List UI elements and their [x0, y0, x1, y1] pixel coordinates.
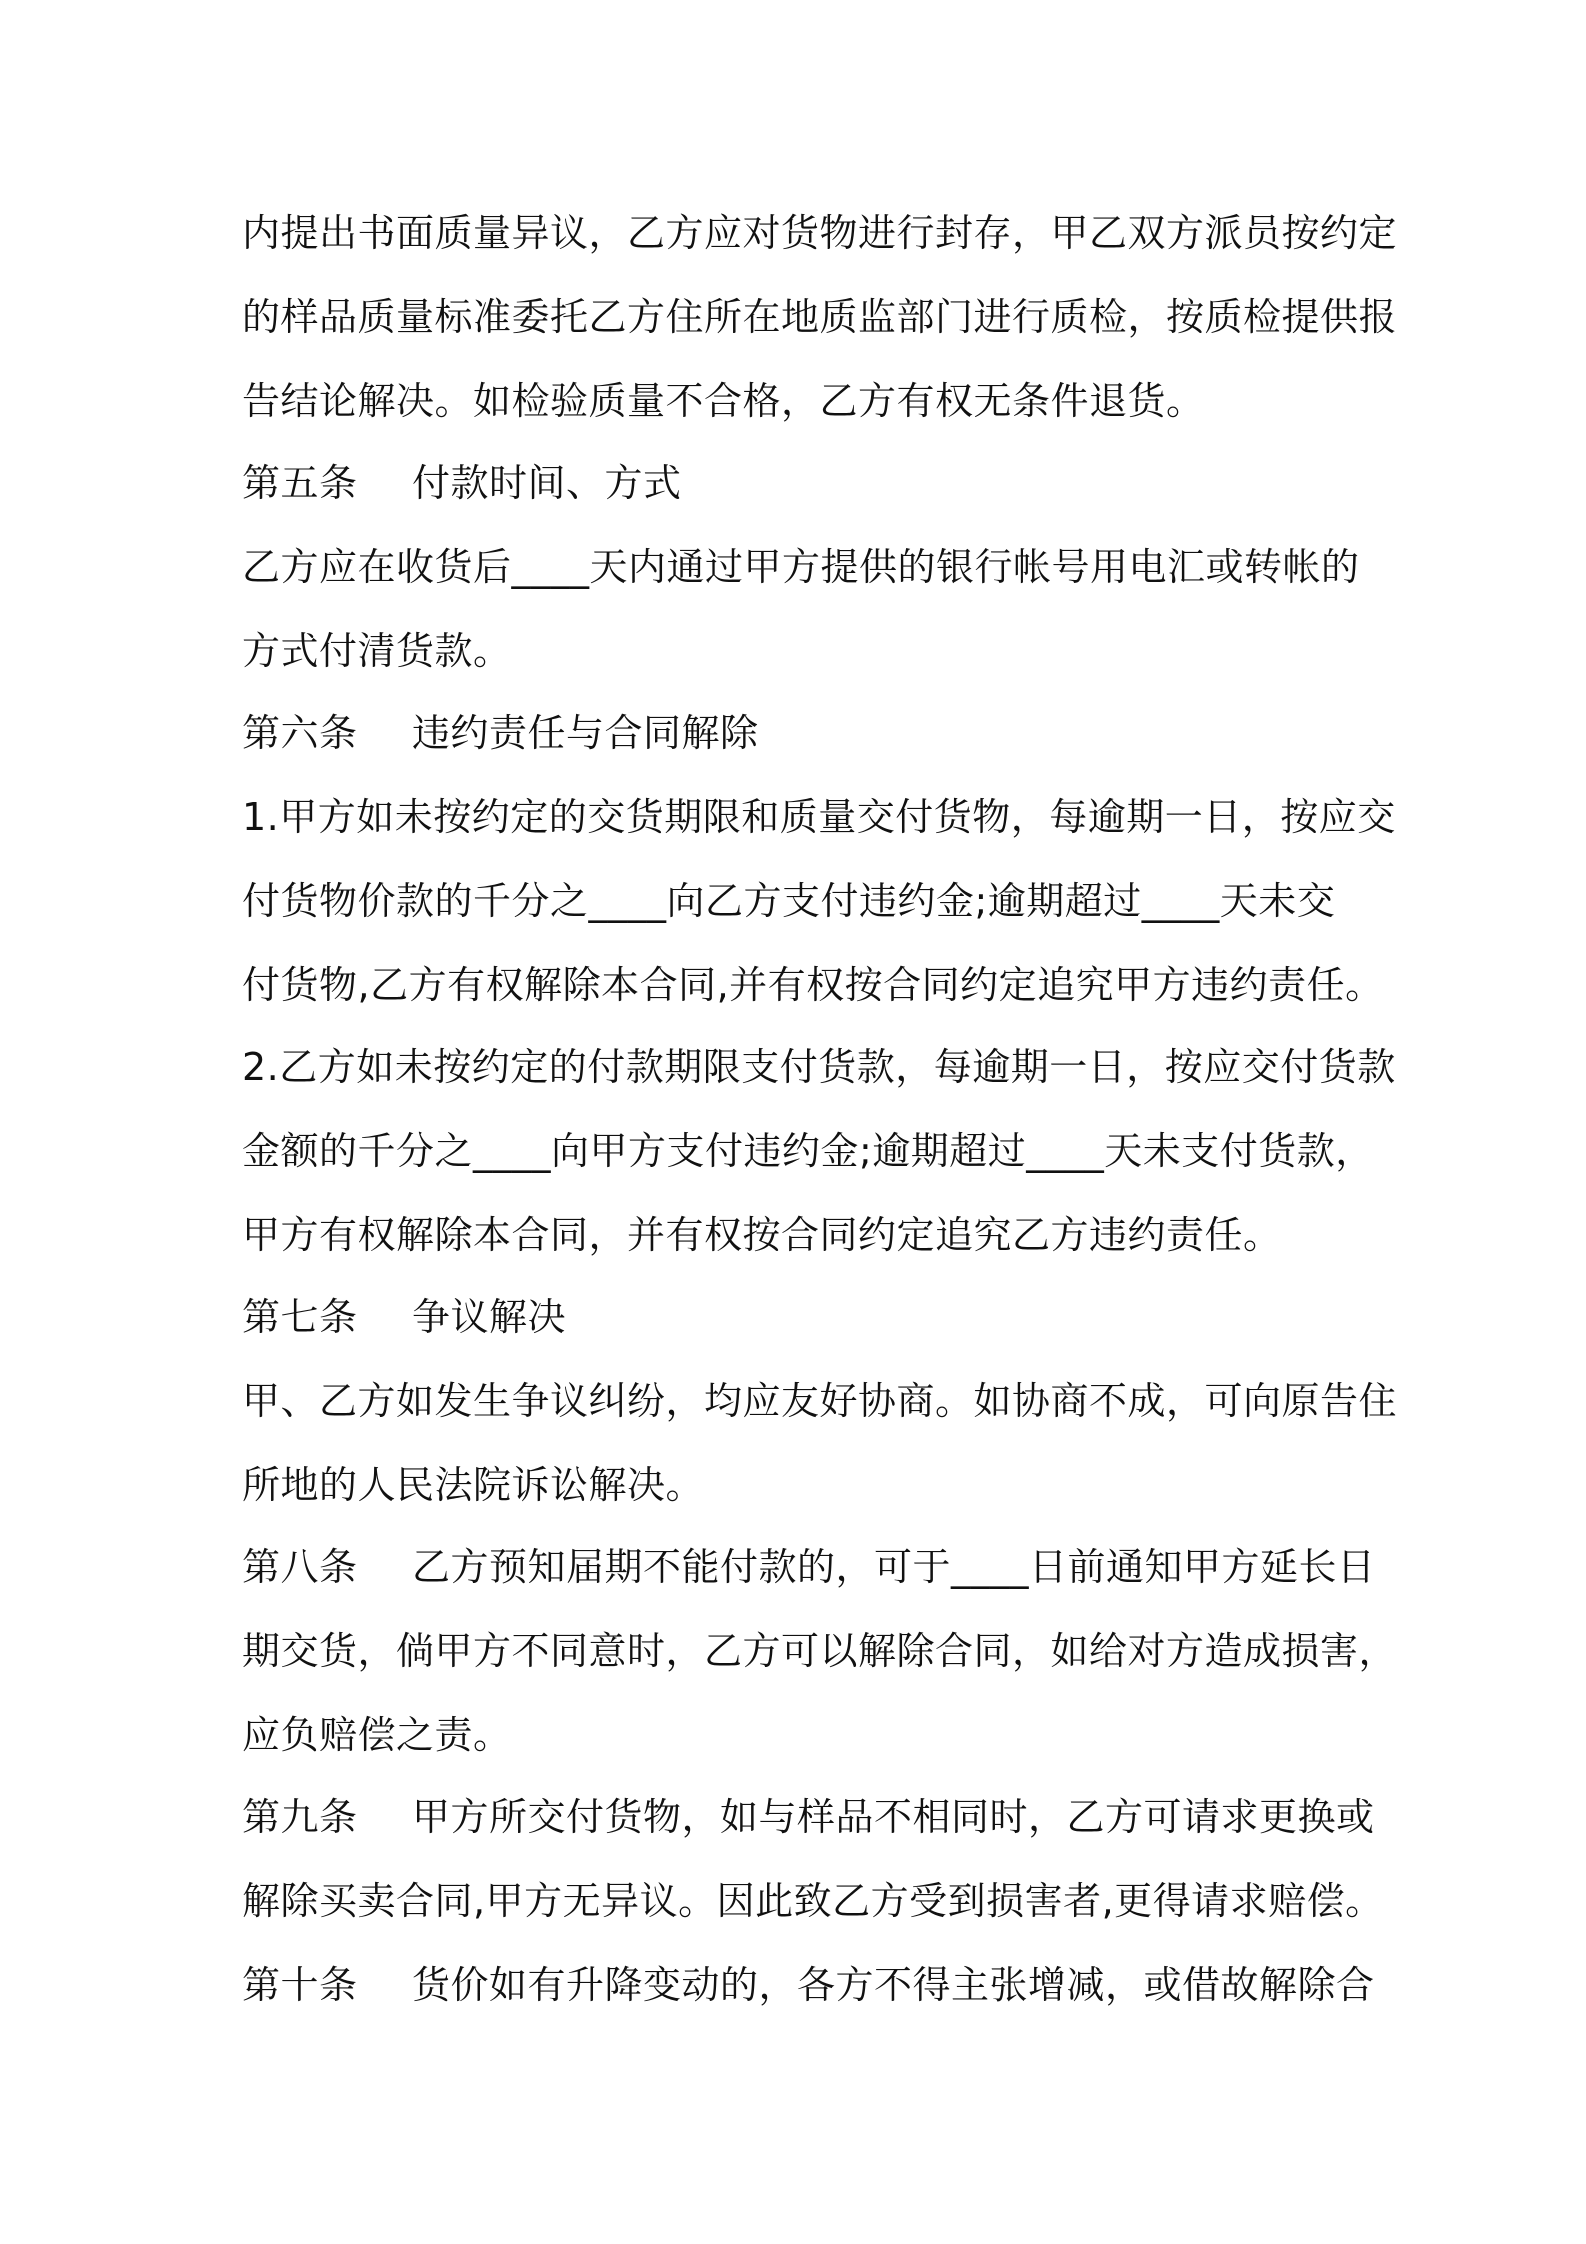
- body-text-line: 的样品质量标准委托乙方住所在地质监部门进行质检，按质检提供报: [242, 295, 1398, 339]
- article-number: 第十条: [242, 1963, 358, 2007]
- article-heading-9: [242, 1792, 1375, 1842]
- article-number: 第八条: [242, 1545, 358, 1589]
- article-number: 第七条: [242, 1295, 358, 1339]
- body-text-line: 甲、乙方如发生争议纠纷，均应友好协商。如协商不成，可向原告住: [242, 1379, 1398, 1423]
- body-text-line: 方式付清货款。: [242, 629, 512, 673]
- article-number: 第九条: [242, 1795, 358, 1839]
- body-text-line: 期交货，倘甲方不同意时，乙方可以解除合同，如给对方造成损害，: [242, 1629, 1398, 1673]
- body-text-line: 1.甲方如未按约定的交货期限和质量交付货物，每逾期一日，按应交: [242, 795, 1396, 839]
- article-heading-7: [242, 1292, 566, 1342]
- article-title: 争议解决: [412, 1295, 567, 1339]
- article-text: 货价如有升降变动的，各方不得主张增减，或借故解除合: [412, 1963, 1375, 2007]
- article-heading-6: [242, 708, 759, 758]
- article-heading-5: [242, 458, 682, 508]
- article-text: 乙方预知届期不能付款的，可于____日前通知甲方延长日: [412, 1545, 1376, 1589]
- body-text-line: 乙方应在收货后____天内通过甲方提供的银行帐号用电汇或转帐的: [242, 545, 1360, 589]
- body-text-line: 解除买卖合同,甲方无异议。因此致乙方受到损害者,更得请求赔偿。: [242, 1879, 1384, 1923]
- article-number: 第六条: [242, 711, 358, 755]
- body-text-line: 付货物价款的千分之____向乙方支付违约金;逾期超过____天未交: [242, 879, 1336, 923]
- article-text: 甲方所交付货物，如与样品不相同时，乙方可请求更换或: [412, 1795, 1375, 1839]
- article-heading-8: [242, 1542, 1376, 1592]
- body-text-line: 甲方有权解除本合同，并有权按合同约定追究乙方违约责任。: [242, 1213, 1282, 1257]
- article-title: 付款时间、方式: [412, 461, 682, 505]
- body-text-line: 金额的千分之____向甲方支付违约金;逾期超过____天未支付货款，: [242, 1129, 1374, 1173]
- article-number: 第五条: [242, 461, 358, 505]
- body-text-line: 付货物,乙方有权解除本合同,并有权按合同约定追究甲方违约责任。: [242, 963, 1384, 1007]
- article-heading-10: [242, 1960, 1375, 2010]
- body-text-line: 所地的人民法院诉讼解决。: [242, 1463, 705, 1507]
- body-text-line: 应负赔偿之责。: [242, 1713, 512, 1757]
- body-text-line: 内提出书面质量异议，乙方应对货物进行封存，甲乙双方派员按约定: [242, 211, 1398, 255]
- body-text-line: 告结论解决。如检验质量不合格，乙方有权无条件退货。: [242, 379, 1205, 423]
- article-title: 违约责任与合同解除: [412, 711, 759, 755]
- body-text-line: 2.乙方如未按约定的付款期限支付货款，每逾期一日，按应交付货款: [242, 1045, 1396, 1089]
